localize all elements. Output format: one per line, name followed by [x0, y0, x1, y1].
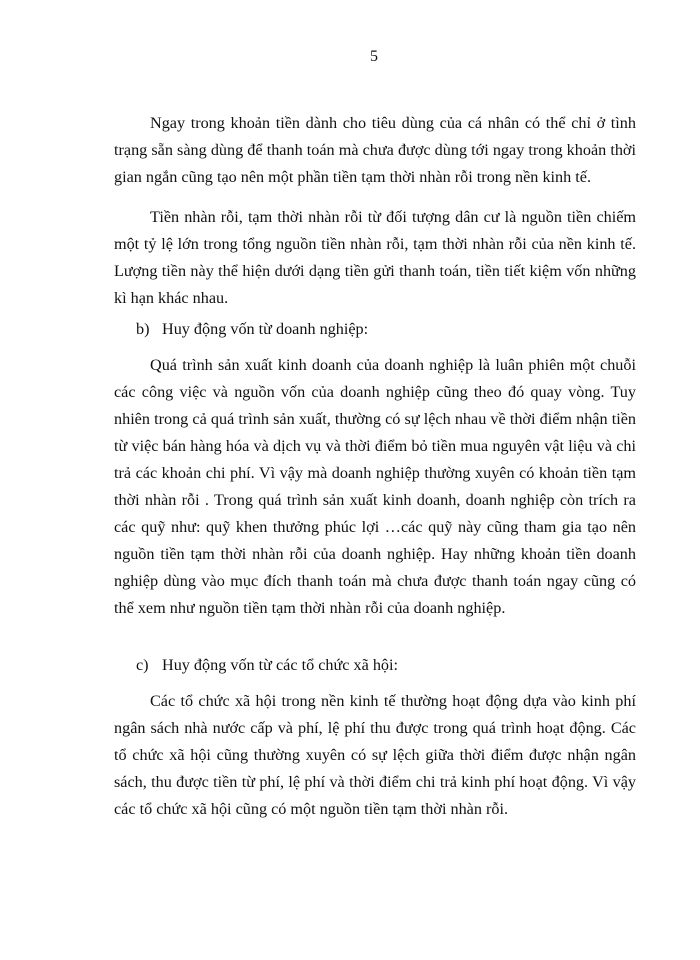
paragraph-consumer-funds: Ngay trong khoản tiền dành cho tiêu dùng của cá nhân có thể chỉ ở tình trạng sẵn sàng dùng để thanh toán mà chưa được dùng tới ngay trong khoản thời gian ngắn cũng tạo nên một phần tiền tạm thời nhàn rỗi trong nền kinh tế.	[114, 114, 636, 186]
section-heading-b-text: Huy động vốn từ doanh nghiệp:	[162, 320, 369, 338]
page-number: 5	[370, 48, 378, 65]
paragraph-resident-funds: Tiền nhàn rỗi, tạm thời nhàn rỗi từ đối tượng dân cư là nguồn tiền chiếm một tỷ lệ lớn trong tổng nguồn tiền nhàn rỗi, tạm thời nhàn rỗi của nền kinh tế. Lượng tiền này thể hiện dưới dạng tiền gửi thanh toán, tiền tiết kiệm vốn những kì hạn khác nhau.	[114, 208, 636, 307]
section-heading-b-marker: b)	[136, 320, 150, 338]
section-heading-c-text: Huy động vốn từ các tổ chức xã hội:	[162, 656, 399, 674]
section-heading-b	[114, 316, 636, 343]
paragraph-social-organization-funds: Các tổ chức xã hội trong nền kinh tế thường hoạt động dựa vào kinh phí ngân sách nhà nước cấp và phí, lệ phí thu được trong quá trình hoạt động. Các tổ chức xã hội cũng thường xuyên có sự lệch giữa thời điểm được nhận ngân sách, thu được tiền từ phí, lệ phí và thời điểm chi trả kinh phí hoạt động. Vì vậy các tổ chức xã hội cũng có một nguồn tiền tạm thời nhàn rỗi.	[114, 692, 636, 818]
section-heading-c-marker: c)	[136, 656, 149, 674]
section-heading-c	[114, 652, 636, 679]
paragraph-enterprise-funds: Quá trình sản xuất kinh doanh của doanh nghiệp là luân phiên một chuỗi các công việc và nguồn vốn của doanh nghiệp cũng theo đó quay vòng. Tuy nhiên trong cả quá trình sản xuất, thường có sự lệch nhau về thời điểm nhận tiền từ việc bán hàng hóa và dịch vụ và thời điểm bỏ tiền mua nguyên vật liệu và chi trả các khoản chi phí. Vì vậy mà doanh nghiệp thường xuyên có khoản tiền tạm thời nhàn rỗi . Trong quá trình sản xuất kinh doanh, doanh nghiệp còn trích ra các quỹ như: quỹ khen thưởng phúc lợi …các quỹ này cũng tham gia tạo nên nguồn tiền tạm thời nhàn rỗi của doanh nghiệp. Hay những khoản tiền doanh nghiệp dùng vào mục đích thanh toán mà chưa được thanh toán ngay cũng có thể xem như nguồn tiền tạm thời nhàn rỗi của doanh nghiệp.	[114, 356, 636, 617]
document-body	[114, 110, 636, 823]
